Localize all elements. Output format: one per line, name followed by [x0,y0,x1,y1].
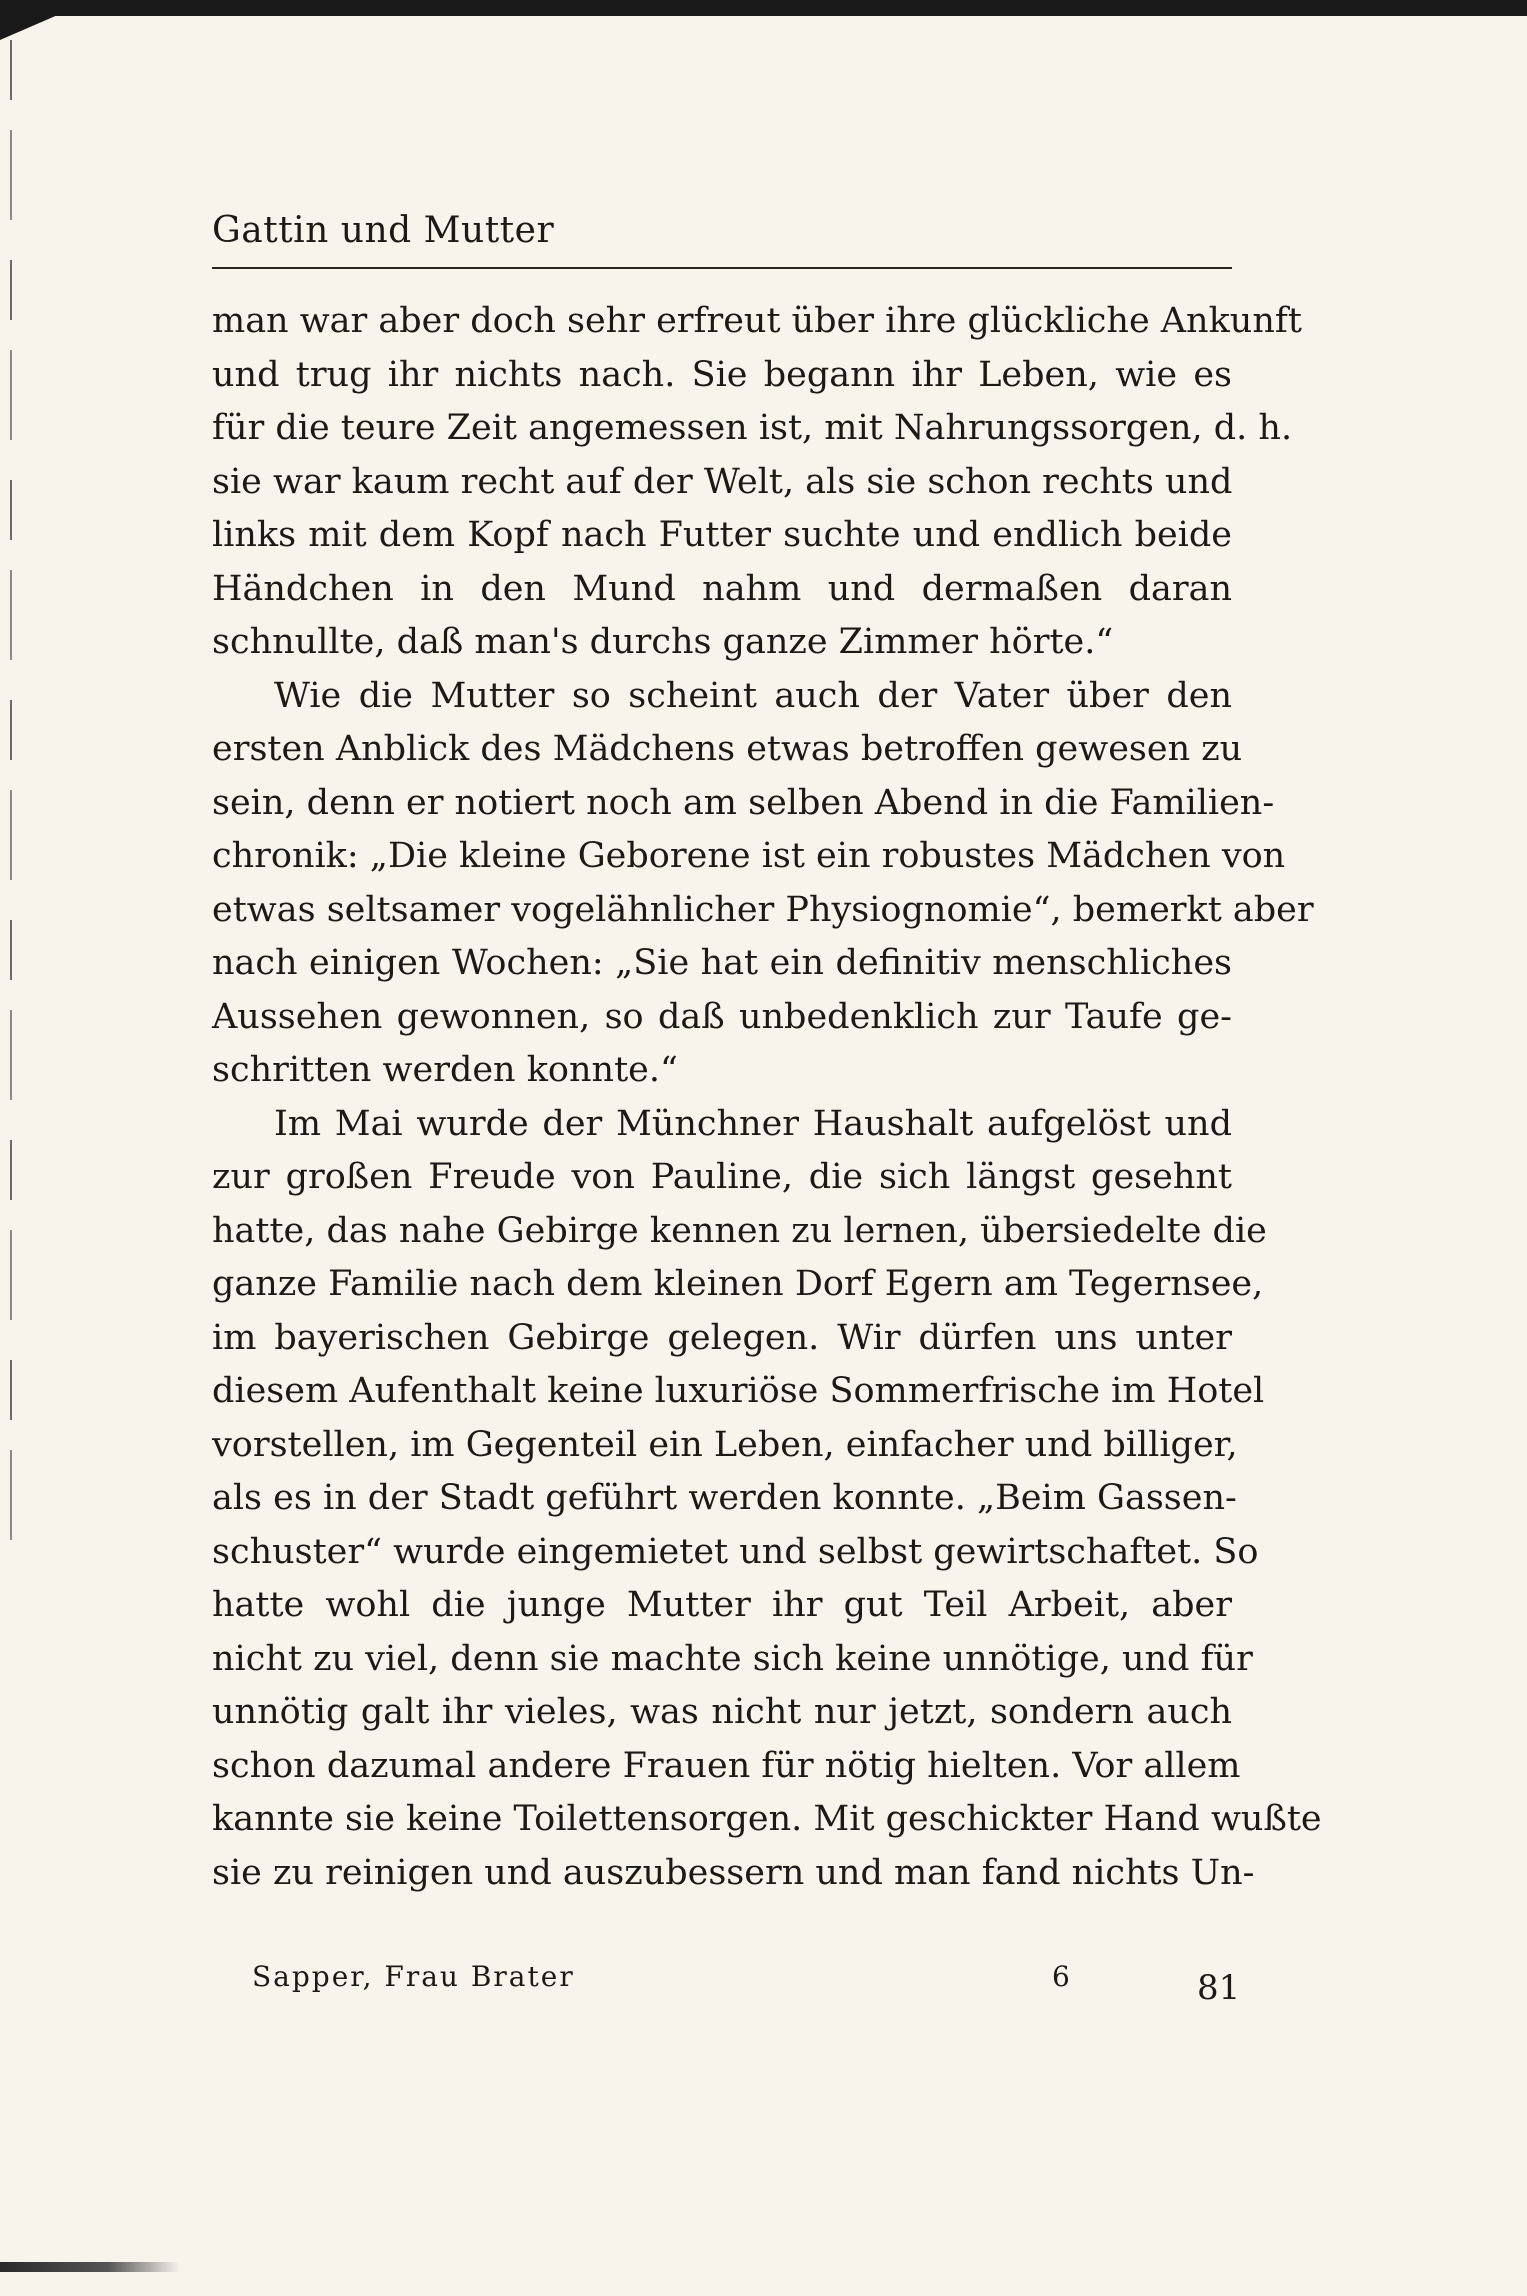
sheet-number: 6 [1052,1960,1070,1993]
text-line: etwas seltsamer vogelähnlicher Physiognomie“, bemerkt aber [212,889,1314,930]
text-line: schnullte, daß man's durchs ganze Zimmer hörte.“ [212,622,1114,662]
paragraph-3 [212,1098,1322,1901]
text-line: für die teure Zeit angemessen ist, mit Nahrungssorgen, d. h. [212,408,1293,448]
paragraph-1 [212,295,1302,670]
text-line: sie war kaum recht auf der Welt, als sie schon rechts und [212,461,1233,502]
body-text [212,295,1322,1900]
text-line: schon dazumal andere Frauen für nötig hielten. Vor allem [212,1745,1241,1786]
text-line: vorstellen, im Gegenteil ein Leben, einfacher und billiger, [212,1424,1238,1465]
text-line: sie zu reinigen und auszubessern und man fand nichts Un- [212,1852,1255,1893]
text-line: Aussehen gewonnen, so daß unbedenklich zur Taufe ge- [212,996,1232,1037]
text-line: Händchen in den Mund nahm und dermaßen daran [212,568,1232,609]
text-line: ersten Anblick des Mädchens etwas betroffen gewesen zu [212,729,1243,769]
scan-bottom-smudge [0,2262,180,2272]
page-number: 81 [1197,1968,1241,2008]
text-line: kannte sie keine Toilettensorgen. Mit geschickter Hand wußte [212,1799,1322,1839]
text-line: nicht zu viel, denn sie machte sich keine unnötige, und für [212,1638,1253,1679]
text-line: diesem Aufenthalt keine luxuriöse Sommerfrische im Hotel [212,1371,1265,1411]
text-line: im bayerischen Gebirge gelegen. Wir dürfen uns unter [212,1317,1232,1358]
scan-corner-shadow [0,14,60,40]
printer-signature: Sapper, Frau Brater [252,1960,575,1993]
text-line: links mit dem Kopf nach Futter suchte und endlich beide [212,515,1232,555]
book-page [212,205,1322,1900]
text-line: nach einigen Wochen: „Sie hat ein definitiv menschliches [212,943,1232,983]
text-line: Wie die Mutter so scheint auch der Vater über den [274,675,1232,716]
text-line: hatte, das nahe Gebirge kennen zu lernen, übersiedelte die [212,1210,1267,1251]
text-line: ganze Familie nach dem kleinen Dorf Egern am Tegernsee, [212,1264,1264,1304]
text-line: schritten werden konnte.“ [212,1050,678,1090]
text-line: schuster“ wurde eingemietet und selbst gewirtschaftet. So [212,1531,1259,1572]
text-line: man war aber doch sehr erfreut über ihre glückliche Ankunft [212,301,1302,341]
page-footer [212,1960,1241,2020]
text-line: und trug ihr nichts nach. Sie begann ihr Leben, wie es [212,354,1232,395]
running-head: Gattin und Mutter [212,205,1232,269]
text-line: als es in der Stadt geführt werden konnte. „Beim Gassen- [212,1478,1237,1518]
scan-left-edge [10,40,12,1540]
text-line: unnötig galt ihr vieles, was nicht nur jetzt, sondern auch [212,1692,1232,1732]
paragraph-2 [212,670,1314,1098]
text-line: chronik: „Die kleine Geborene ist ein robustes Mädchen von [212,836,1286,876]
text-line: sein, denn er notiert noch am selben Abend in die Familien- [212,782,1275,823]
text-line: Im Mai wurde der Münchner Haushalt aufgelöst und [274,1103,1232,1144]
text-line: hatte wohl die junge Mutter ihr gut Teil Arbeit, aber [212,1585,1232,1625]
scan-top-border [0,0,1527,16]
text-line: zur großen Freude von Pauline, die sich längst gesehnt [212,1157,1232,1197]
